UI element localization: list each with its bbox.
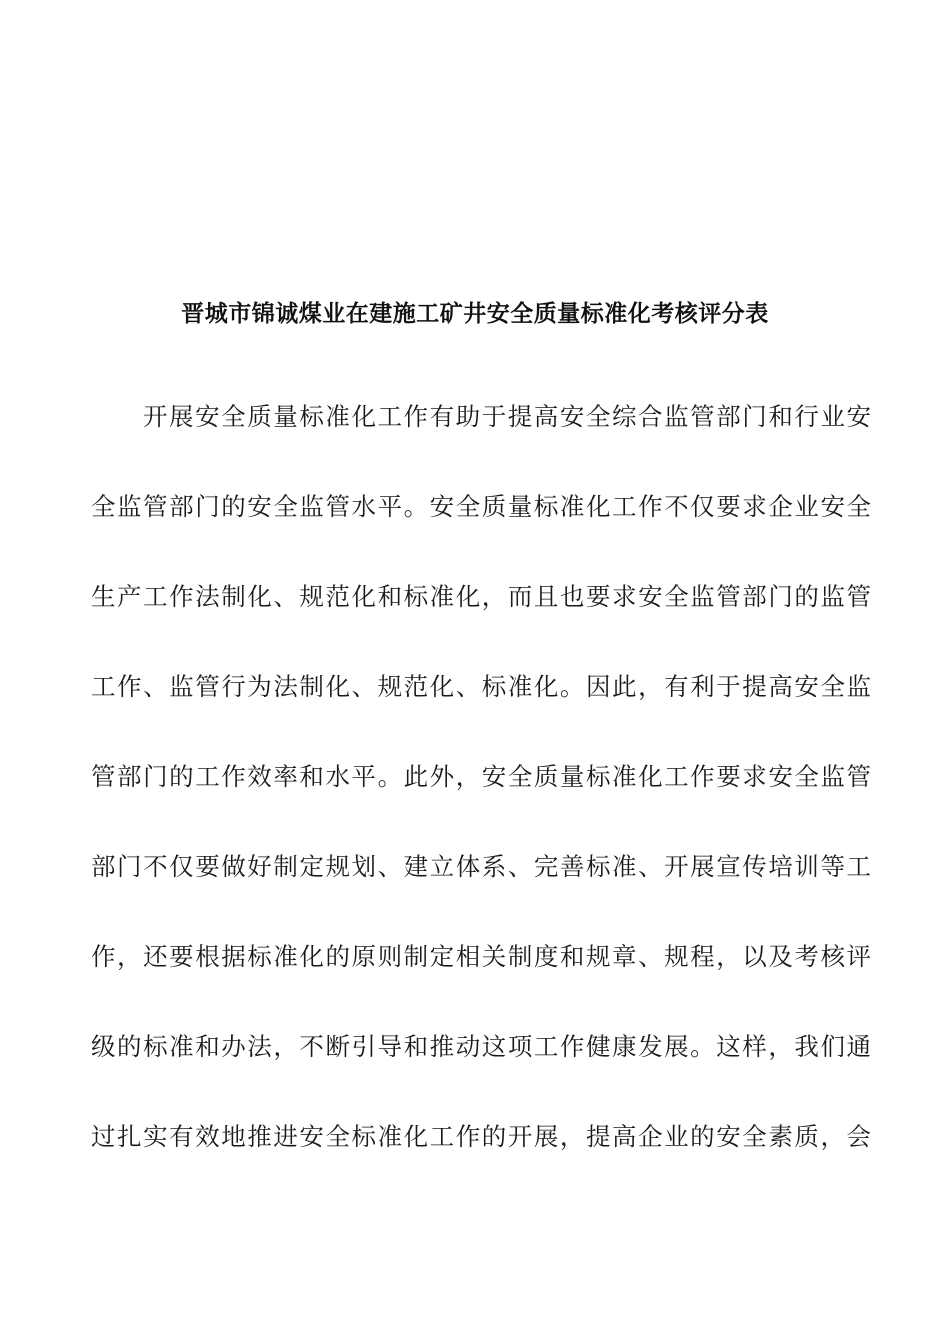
body-line: 过扎实有效地推进安全标准化工作的开展，提高企业的安全素质，会 [91, 1122, 871, 1151]
body-line: 全监管部门的安全监管水平。安全质量标准化工作不仅要求企业安全 [91, 492, 871, 521]
body-line: 生产工作法制化、规范化和标准化，而且也要求安全监管部门的监管 [91, 582, 871, 611]
body-line: 开展安全质量标准化工作有助于提高安全综合监管部门和行业安 [143, 402, 871, 431]
body-line: 级的标准和办法，不断引导和推动这项工作健康发展。这样，我们通 [91, 1032, 871, 1061]
body-line: 作，还要根据标准化的原则制定相关制度和规章、规程，以及考核评 [91, 942, 871, 971]
document-title: 晋城市锦诚煤业在建施工矿井安全质量标准化考核评分表 [181, 300, 769, 327]
body-line: 工作、监管行为法制化、规范化、标准化。因此，有利于提高安全监 [91, 672, 871, 701]
body-line: 部门不仅要做好制定规划、建立体系、完善标准、开展宣传培训等工 [91, 852, 871, 881]
body-line: 管部门的工作效率和水平。此外，安全质量标准化工作要求安全监管 [91, 762, 871, 791]
